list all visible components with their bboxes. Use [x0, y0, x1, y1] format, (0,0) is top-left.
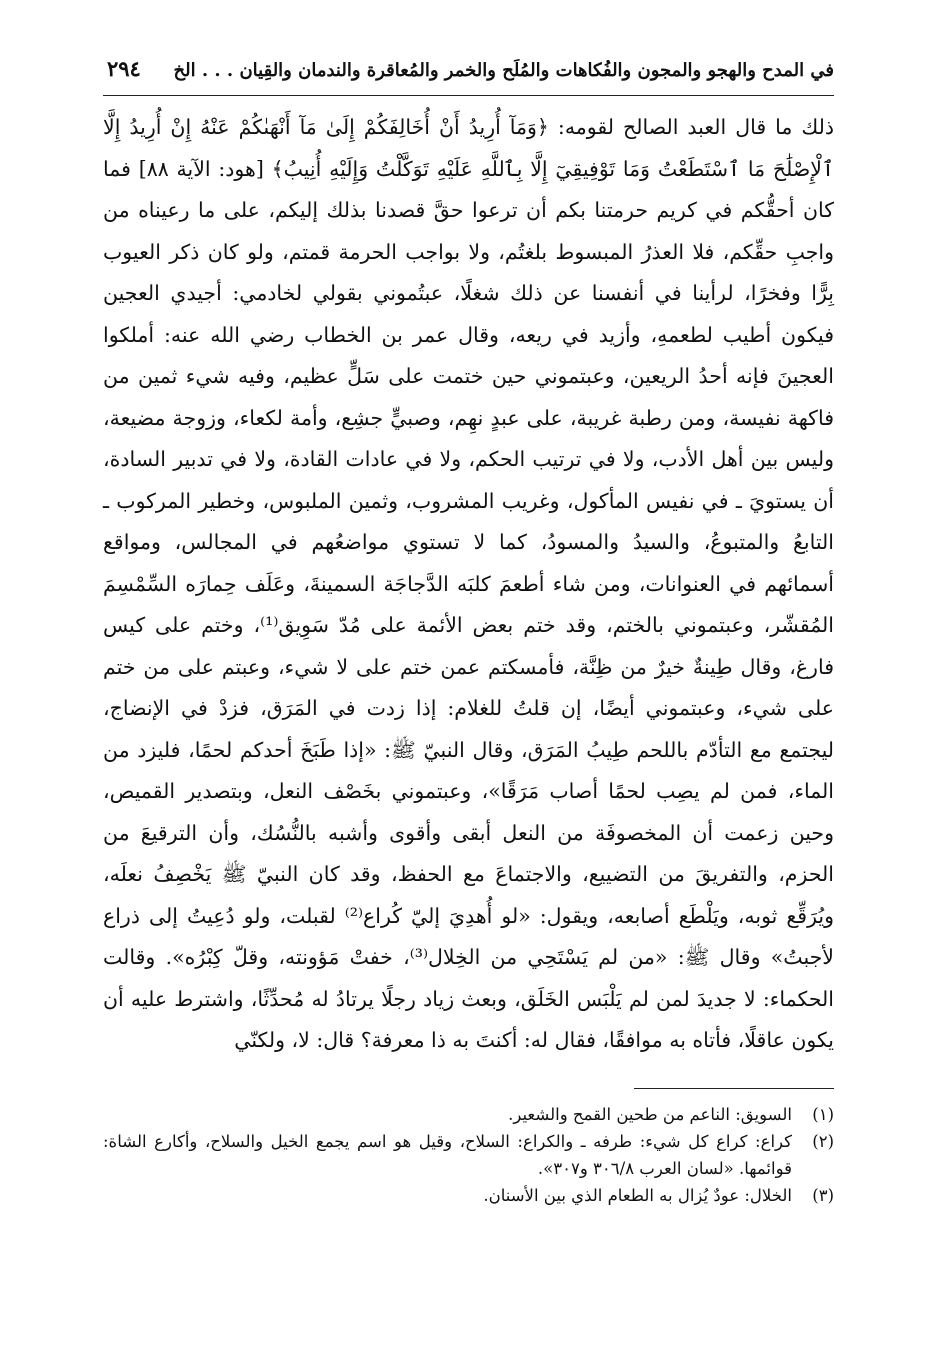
- footnote-item: [103, 1101, 834, 1128]
- running-title: في المدح والهجو والمجون والفُكاهات والمُلَح والخمر والمُعاقرة والندمان والقِيان . . . الخ: [173, 60, 834, 81]
- page-header: [103, 56, 834, 96]
- footnote-text: كراع: كراع كل شيء: طرفه ـ والكراع: السلاح، وقيل هو اسم يجمع الخيل والسلاح، وأكارع الشاة: قوائمها. «لسان العرب ٣٠٦/٨ و٣٠٧».: [103, 1131, 792, 1178]
- footnote-number: (٣): [812, 1185, 834, 1205]
- footnote-divider: [634, 1088, 834, 1089]
- footnote-text: الخلال: عودٌ يُزال به الطعام الذي بين الأسنان.: [483, 1185, 792, 1205]
- footnote-number: (١): [812, 1104, 834, 1124]
- footnote-number: (٢): [812, 1131, 834, 1151]
- body-paragraph: ذلك ما قال العبد الصالح لقومه: ﴿وَمَآ أُرِيدُ أَنْ أُخَالِفَكُمْ إِلَىٰ مَآ أَنْهَىٰكُمْ عَنْهُ إِنْ أُرِيدُ إِلَّا ٱلْإِصْلَٰحَ مَا ٱسْتَطَعْتُ وَمَا تَوْفِيقِيٓ إِلَّا بِٱللَّهِ عَلَيْهِ تَوَكَّلْتُ وَإِلَيْهِ أُنِيبُ﴾ [هود: الآية ٨٨] فما كان أحقُّكم في كريم حرمتنا بكم أن ترعوا حقَّ قصدنا بذلك إليكم، على ما رعيناه من واجبِ حقِّكم، فلا العذرُ المبسوط بلغتُم، ولا بواجب الحرمة قمتم، ولو كان ذكر العيوب بِرًّا وفخرًا، لرأينا في أنفسنا عن ذلك شغلًا، عبتُموني بقولي لخادمي: أجيدي العجين فيكون أطيب لطعمهِ، وأزيد في ريعه، وقال عمر بن الخطاب رضي الله عنه: أملكوا العجينَ فإنه أحدُ الريعين، وعبتموني حين ختمت على سَلٍّ عظيم، وفيه شيء ثمين من فاكهة نفيسة، ومن رطبة غريبة، على عبدٍ نهِم، وصبيٍّ جشِع، وأمة لكعاء، وزوجة مضيعة، وليس بين أهل الأدب، ولا في ترتيب الحكم، ولا في عادات القادة، ولا في تدبير السادة، أن يستويَ ـ في نفيس المأكول، وغريب المشروب، وثمين الملبوس، وخطير المركوب ـ التابعُ والمتبوعُ، والسيدُ والمسودُ، كما لا تستوي مواضعُهم في المجالس، ومواقع أسمائهم في العنوانات، ومن شاء أطعمَ كلبَه الدَّجاجَة السمينةَ، وعَلَف حِمارَه السِّمْسِمَ المُقشّر، وعبتموني بالختم، وقد ختم بعض الأئمة على مُدّ سَوِيق⁽¹⁾، وختم على كيس فارغ، وقال طِينةٌ خيرٌ من ظِنَّة، فأمسكتم عمن ختم على لا شيء، وعبتم على من ختم على شيء، وعبتموني أيضًا، إن قلتُ للغلام: إذا زدت في المَرَق، فزدْ في الإنضاج، ليجتمع مع التأدّم باللحم طِيبُ المَرَق، وقال النبيّ ﷺ: «إذا طَبَخَ أحدكم لحمًا، فليزد من الماء، فمن لم يصِب لحمًا أصاب مَرَقًا»، وعبتموني بخَصْف النعل، وبتصدير القميص، وحين زعمت أن المخصوفَة من النعل أبقى وأقوى وأشبه بالنُّسُك، وأن الترقيعَ من الحزم، والتفريقَ من التضييع، والاجتماعَ مع الحفظ، وقد كان النبيّ ﷺ يَخْصِفُ نعلَه، ويُرَقِّع ثوبه، ويَلْطَع أصابعه، ويقول: «لو أُهدِيَ إليّ كُراع⁽²⁾ لقبلت، ولو دُعِيتُ إلى ذراع لأجبتُ» وقال ﷺ: «من لم يَسْتَحِي من الخِلال⁽³⁾، خفتْ مَؤونته، وقلّ كِبْرُه». وقالت الحكماء: لا جديدَ لمن لم يَلْبَس الخَلَق، وبعث زياد رجلًا يرتادُ له مُحدِّثًا، واشترط عليه أن يكون عاقلًا، فأتاه به موافقًا، فقال له: أكنتَ به ذا معرفة؟ قال: لا، ولكنّي: [103, 115, 834, 1052]
- footnote-text: السويق: الناعم من طحين القمح والشعير.: [508, 1104, 792, 1124]
- footnote-item: [103, 1182, 834, 1209]
- main-text: [103, 107, 834, 1062]
- footnotes: [103, 1101, 834, 1209]
- page-number: ٢٩٤: [107, 56, 141, 81]
- footnote-item: [103, 1128, 834, 1182]
